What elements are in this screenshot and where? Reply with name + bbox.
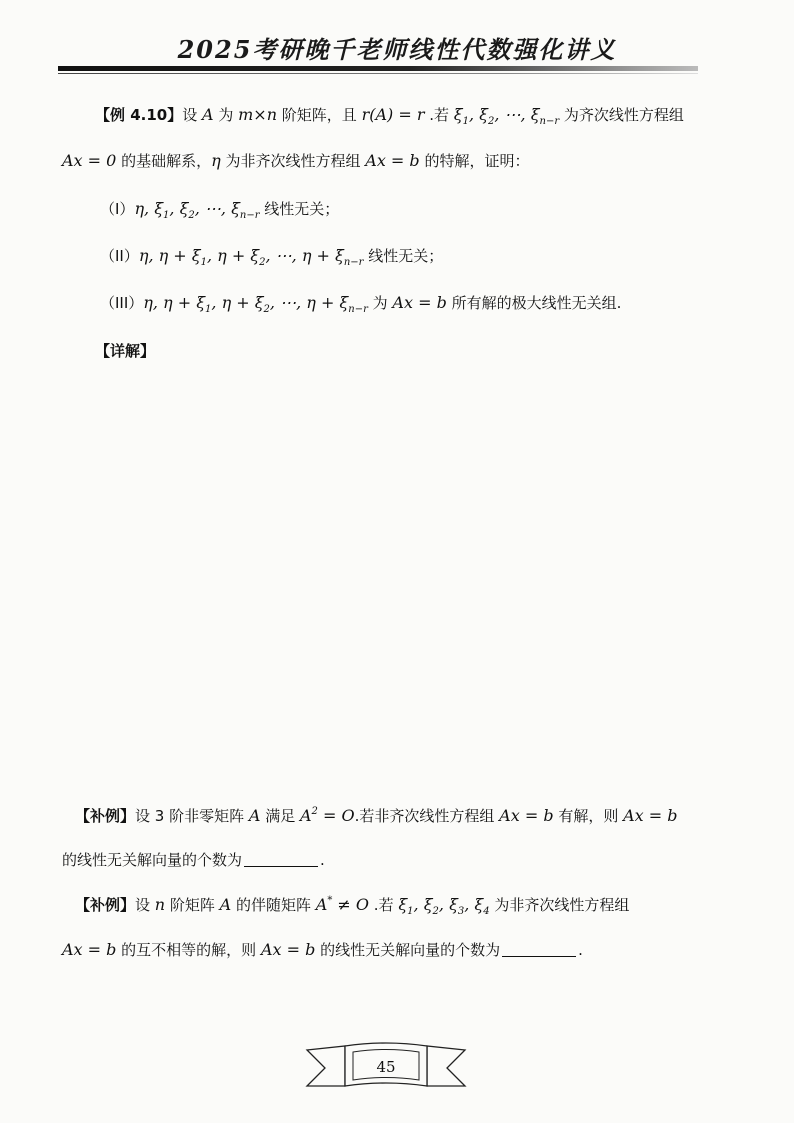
math-axb: Ax = b: [365, 151, 420, 170]
item-2-label: （II）: [100, 247, 139, 265]
text: 的特解，证明：: [419, 152, 530, 170]
text: 设 3 阶非零矩阵: [135, 807, 249, 825]
supp1-line-2: [62, 849, 325, 871]
text: 的线性无关解向量的个数为: [62, 851, 243, 869]
math-item-3: η, $\eta + \xi_1$, $\eta + \xi_2$, ⋯, $\eta + \xi_{n-r}$: [143, 293, 368, 315]
text: 的互不相等的解，则: [116, 941, 261, 959]
text: 线性无关；: [259, 200, 340, 218]
header-rule: [58, 66, 698, 71]
page-header-title: 2025考研晚千老师线性代数强化讲义: [177, 35, 617, 64]
supp2-line-2: [62, 939, 583, 961]
example-line-1: [95, 104, 684, 126]
text: 为: [367, 294, 393, 312]
math-eta: η: [211, 151, 221, 170]
math-xi-1-4: $\xi_1$, $\xi_2$, $\xi_3$, $\xi_4$: [398, 895, 490, 917]
math-a2-eq-o: $A^2 = O$: [299, 806, 355, 825]
text: .若非齐次线性方程组: [354, 807, 500, 825]
math-axb: Ax = b: [62, 940, 117, 959]
item-3-label: （III）: [100, 294, 144, 312]
text: 为非齐次线性方程组: [220, 152, 366, 170]
answer-blank[interactable]: [244, 852, 318, 867]
text: .若: [369, 896, 399, 914]
math-A: A: [219, 895, 232, 914]
item-1-label: （I）: [100, 200, 135, 218]
example-line-2: [62, 150, 529, 172]
math-xi-list: $\xi_1$, $\xi_2$, ⋯, $\xi_{n-r}$: [453, 105, 560, 127]
math-item-2: η, $\eta + \xi_1$, $\eta + \xi_2$, ⋯, $\eta + \xi_{n-r}$: [138, 246, 364, 268]
text: .: [578, 941, 583, 959]
item-3: [100, 292, 621, 314]
text: 为齐次线性方程组: [559, 106, 684, 124]
text: 设: [135, 896, 155, 914]
header-rule-thin: [58, 73, 698, 74]
text: 满足: [260, 807, 300, 825]
detail-heading: [95, 340, 155, 362]
math-axb: Ax = b: [499, 806, 554, 825]
text: .若: [424, 106, 454, 124]
supp1-line-1: [75, 805, 678, 827]
text: 阶矩阵: [165, 896, 220, 914]
text: 为非齐次线性方程组: [489, 896, 630, 914]
math-rank: r(A) = r: [361, 105, 425, 124]
supp2-tag: 【补例】: [75, 896, 136, 914]
math-ax0: Ax = 0: [62, 151, 117, 170]
example-tag: 【例 4.10】: [95, 106, 183, 124]
math-axb: Ax = b: [623, 806, 678, 825]
text: 设: [182, 106, 203, 124]
math-astar-ne-o: A* ≠ O: [315, 895, 370, 914]
math-item-1: η, $\xi_1$, $\xi_2$, ⋯, $\xi_{n-r}$: [134, 199, 260, 221]
supp1-tag: 【补例】: [75, 807, 136, 825]
math-n: n: [154, 895, 166, 914]
text: 为: [213, 106, 239, 124]
detail-label: 【详解】: [95, 342, 156, 360]
text: 的基础解系，: [116, 152, 212, 170]
text: 线性无关；: [363, 247, 444, 265]
text: 阶矩阵，且: [277, 106, 362, 124]
math-axb: Ax = b: [260, 940, 316, 959]
math-A: A: [202, 105, 214, 124]
text: 的伴随矩阵: [231, 896, 316, 914]
item-1: [100, 198, 339, 220]
supp2-line-1: [75, 894, 629, 916]
item-2: [100, 245, 443, 267]
answer-blank[interactable]: [502, 942, 576, 957]
math-A: A: [248, 806, 261, 825]
text: 有解，则: [553, 807, 624, 825]
text: 所有解的极大线性无关组.: [446, 294, 622, 312]
page-number: 45: [376, 1058, 396, 1076]
math-axb: Ax = b: [392, 293, 447, 312]
text: 的线性无关解向量的个数为: [315, 941, 501, 959]
page-number-ribbon: [305, 1042, 467, 1092]
math-mxn: m×n: [238, 105, 278, 124]
text: .: [320, 851, 325, 869]
